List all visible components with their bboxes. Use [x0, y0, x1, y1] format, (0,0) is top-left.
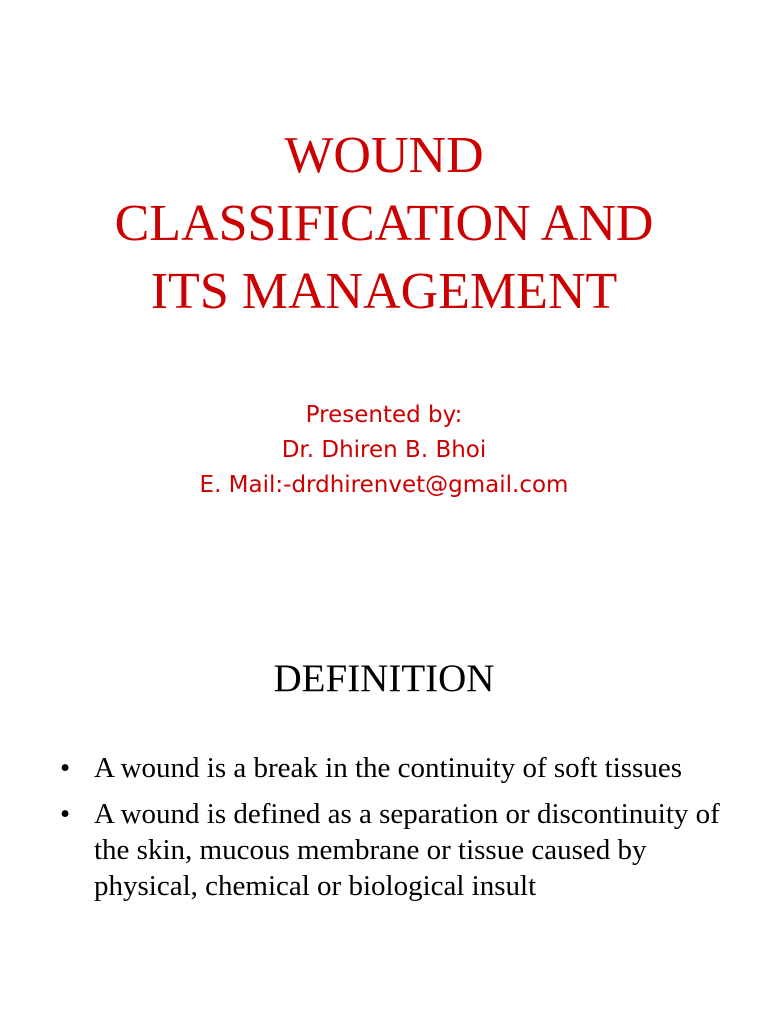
bullet-item: [60, 796, 720, 904]
bullet-item: [60, 750, 720, 786]
title-line: ITS MANAGEMENT: [150, 263, 618, 320]
bullet-list: [60, 750, 720, 914]
title-line: CLASSIFICATION AND: [114, 195, 654, 252]
presenter-info: [0, 398, 768, 503]
bullet-text: A wound is defined as a separation or discontinuity of the skin, mucous membrane or tissue caused by physical, chemical or biological insult: [94, 798, 720, 902]
definition-slide: [0, 576, 768, 1024]
bullet-icon: •: [60, 752, 71, 784]
presentation-title: [0, 122, 768, 326]
presented-by-label: Presented by:: [305, 402, 463, 428]
bullet-text: A wound is a break in the continuity of soft tissues: [94, 752, 682, 784]
bullet-icon: •: [60, 798, 71, 830]
slide-heading: DEFINITION: [273, 657, 495, 700]
presenter-email: E. Mail:-drdhirenvet@gmail.com: [199, 472, 569, 498]
title-line: WOUND: [284, 127, 484, 184]
presenter-name: Dr. Dhiren B. Bhoi: [281, 437, 487, 463]
